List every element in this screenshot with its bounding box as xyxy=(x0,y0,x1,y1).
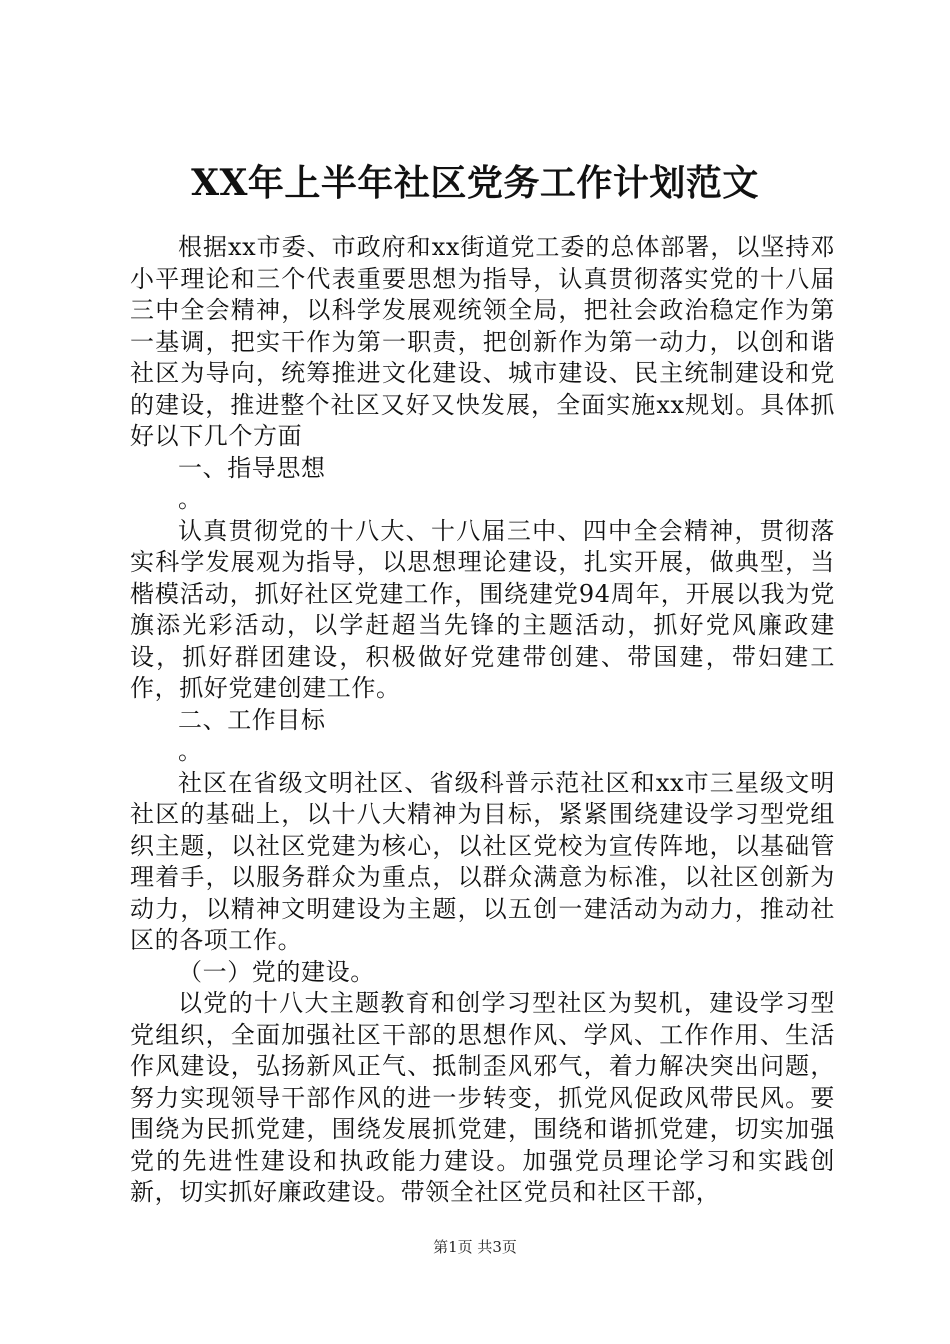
paragraph-period: 。 xyxy=(178,737,203,765)
paragraph-period: 。 xyxy=(178,485,203,513)
heading-work-goals: 二、工作目标 xyxy=(178,705,326,734)
paragraph-work-goals: 社区在省级文明社区、省级科普示范社区和xx市三星级文明社区的基础上，以十八大精神为目标，紧紧围绕建设学习型党组织主题，以社区党建为核心，以社区党校为宣传阵地，以基础管理着手，以服务群众为重点，以群众满意为标准，以社区创新为动力，以精神文明建设为主题，以五创一建活动为动力，推动社区的各项工作。 xyxy=(130,768,835,954)
paragraph-party-building: 以党的十八大主题教育和创学习型社区为契机，建设学习型党组织，全面加强社区干部的思想作风、学风、工作作用、生活作风建设，弘扬新风正气、抵制歪风邪气，着力解决突出问题，努力实现领导干部作风的进一步转变，抓党风促政风带民风。要围绕为民抓党建，围绕发展抓党建，围绕和谐抓党建，切实加强党的先进性建设和执政能力建设。加强党员理论学习和实践创新，切实抓好廉政建设。带领全社区党员和社区干部， xyxy=(130,989,835,1206)
heading-party-building: （一）党的建设。 xyxy=(178,957,375,986)
paragraph-guiding-ideology: 认真贯彻党的十八大、十八届三中、四中全会精神，贯彻落实科学发展观为指导，以思想理论建设，扎实开展，做典型，当楷模活动，抓好社区党建工作，围绕建党94周年，开展以我为党旗添光彩活动，以学赶超当先锋的主题活动，抓好党风廉政建设，抓好群团建设，积极做好党建带创建、带国建，带妇建工作，抓好党建创建工作。 xyxy=(130,516,835,702)
page-footer: 第1页 共3页 xyxy=(433,1238,517,1256)
document-body xyxy=(130,232,835,1209)
paragraph-intro: 根据xx市委、市政府和xx街道党工委的总体部署，以坚持邓小平理论和三个代表重要思想为指导，认真贯彻落实党的十八届三中全会精神，以科学发展观统领全局，把社会政治稳定作为第一基调，把实干作为第一职责，把创新作为第一动力，以创和谐社区为导向，统筹推进文化建设、城市建设、民主统制建设和党的建设，推进整个社区又好又快发展，全面实施xx规划。具体抓好以下几个方面 xyxy=(130,233,835,450)
heading-guiding-ideology: 一、指导思想 xyxy=(178,453,326,482)
document-title: XX年上半年社区党务工作计划范文 xyxy=(191,162,759,204)
